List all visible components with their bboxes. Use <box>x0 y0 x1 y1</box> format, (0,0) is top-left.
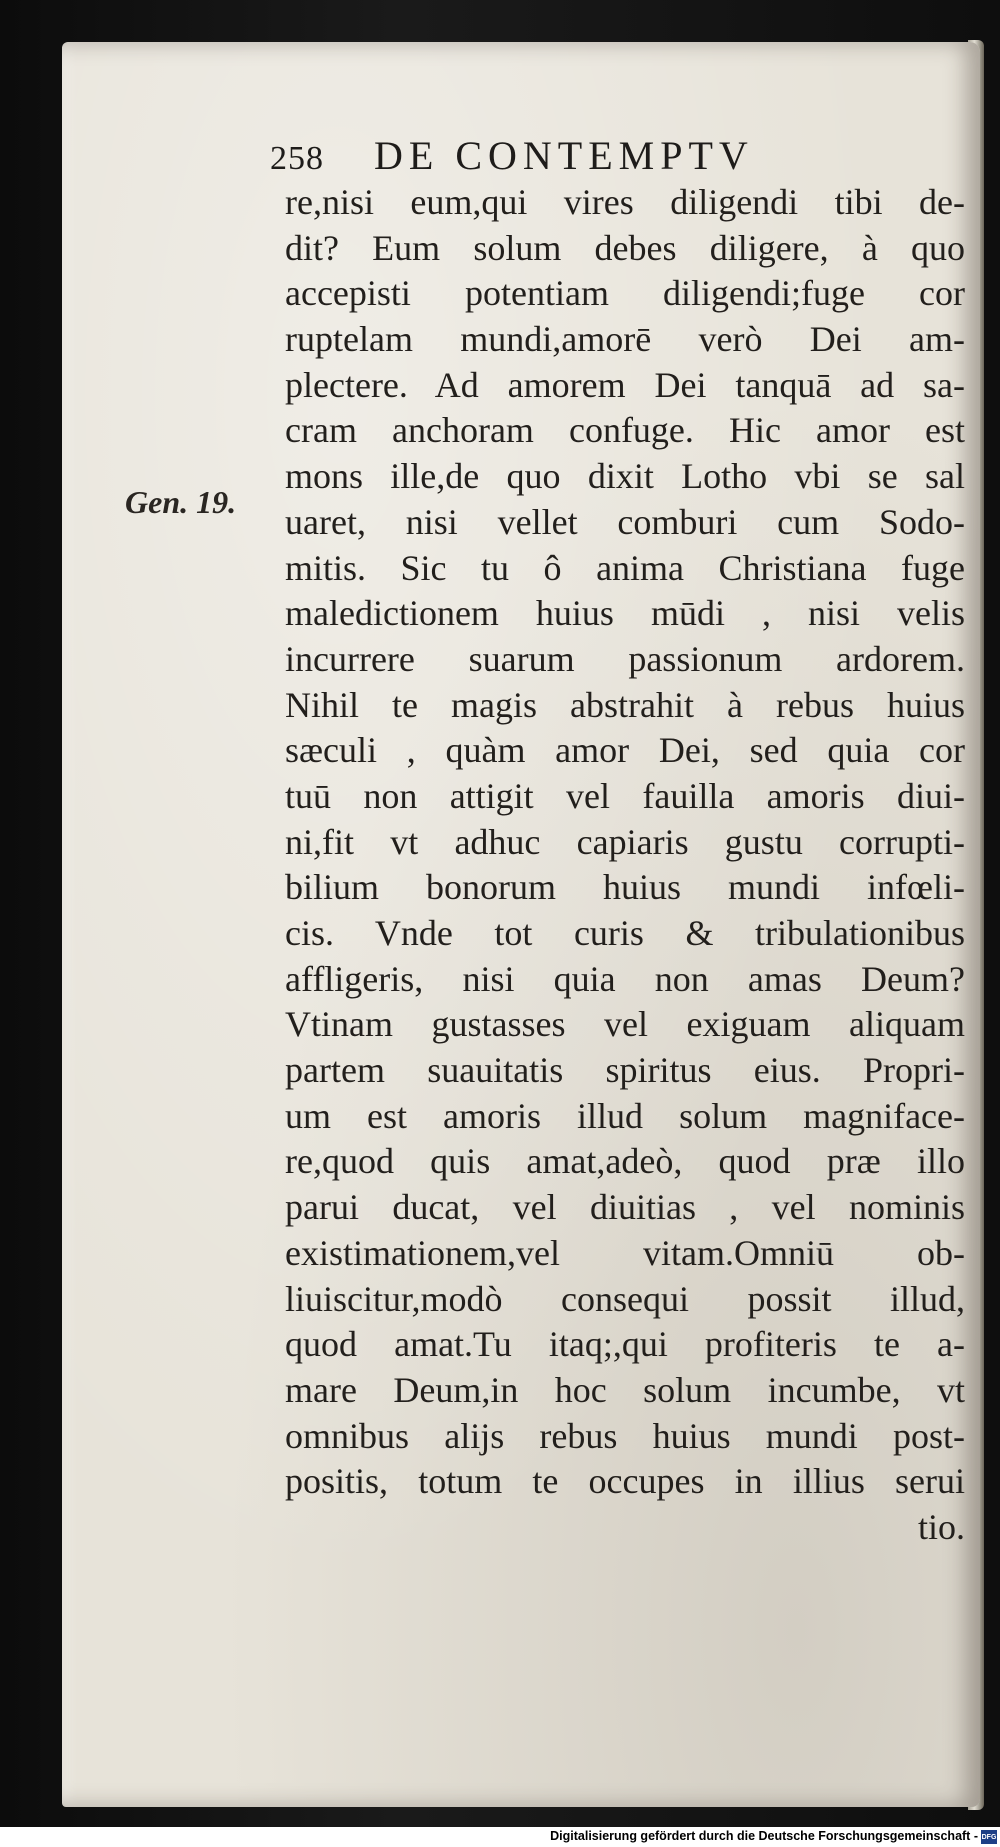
text-block <box>285 180 965 1551</box>
text-line: cram anchoram confuge. Hic amor est <box>285 410 965 451</box>
text-line: affligeris, nisi quia non amas Deum? <box>285 958 965 999</box>
text-line: mare Deum,in hoc solum incumbe, vt <box>285 1369 965 1410</box>
page-number: 258 <box>270 140 324 177</box>
text-line: incurrere suarum passionum ardorem. <box>285 638 965 679</box>
text-line: quod amat.Tu itaq;,qui profiteris te a- <box>285 1324 965 1365</box>
dfg-logo-icon: DFG <box>981 1830 997 1844</box>
text-line: positis, totum te occupes in illius serui <box>285 1461 965 1502</box>
text-line: partem suauitatis spiritus eius. Propri- <box>285 1050 965 1091</box>
text-line: uaret, nisi vellet comburi cum Sodo- <box>285 501 965 542</box>
marginal-note: Gen. 19. <box>125 484 237 520</box>
text-line: liuiscitur,modò consequi possit illud, <box>285 1278 965 1319</box>
digitization-credit: Digitalisierung gefördert durch die Deutsche Forschungsgemeinschaft - <box>550 1829 978 1843</box>
text-line: re,nisi eum,qui vires diligendi tibi de- <box>285 182 965 222</box>
text-line: bilium bonorum huius mundi infœli- <box>285 867 965 908</box>
text-line: maledictionem huius mūdi , nisi velis <box>285 593 965 634</box>
running-head <box>270 132 754 182</box>
text-line: re,quod quis amat,adeò, quod præ illo <box>285 1141 965 1182</box>
text-line: existimationem,vel vitam.Omniū ob- <box>285 1232 965 1273</box>
text-line: Vtinam gustasses vel exiguam aliquam <box>285 1004 965 1045</box>
text-line: tuū non attigit vel fauilla amoris diui- <box>285 775 965 816</box>
text-line: cis. Vnde tot curis & tribulationibus <box>285 913 965 953</box>
text-line: sæculi , quàm amor Dei, sed quia cor <box>285 730 965 771</box>
running-title: DE CONTEMPTV <box>374 133 754 178</box>
text-line: accepisti potentiam diligendi;fuge cor <box>285 273 965 314</box>
text-line: um est amoris illud solum magniface- <box>285 1095 965 1136</box>
text-line: parui ducat, vel diuitias , vel nominis <box>285 1187 965 1228</box>
text-line: mons ille,de quo dixit Lotho vbi se sal <box>285 456 965 497</box>
text-line: Nihil te magis abstrahit à rebus huius <box>285 684 965 725</box>
text-line: plectere. Ad amorem Dei tanquā ad sa- <box>285 364 965 405</box>
text-line: dit? Eum solum debes diligere, à quo <box>285 227 965 268</box>
text-line: ni,fit vt adhuc capiaris gustu corrupti- <box>285 821 965 862</box>
text-line: ruptelam mundi,amorē verò Dei am- <box>285 319 965 360</box>
catchword-line: tio. <box>917 1506 965 1547</box>
text-line: omnibus alijs rebus huius mundi post- <box>285 1415 965 1456</box>
text-line: mitis. Sic tu ô anima Christiana fuge <box>285 547 965 588</box>
